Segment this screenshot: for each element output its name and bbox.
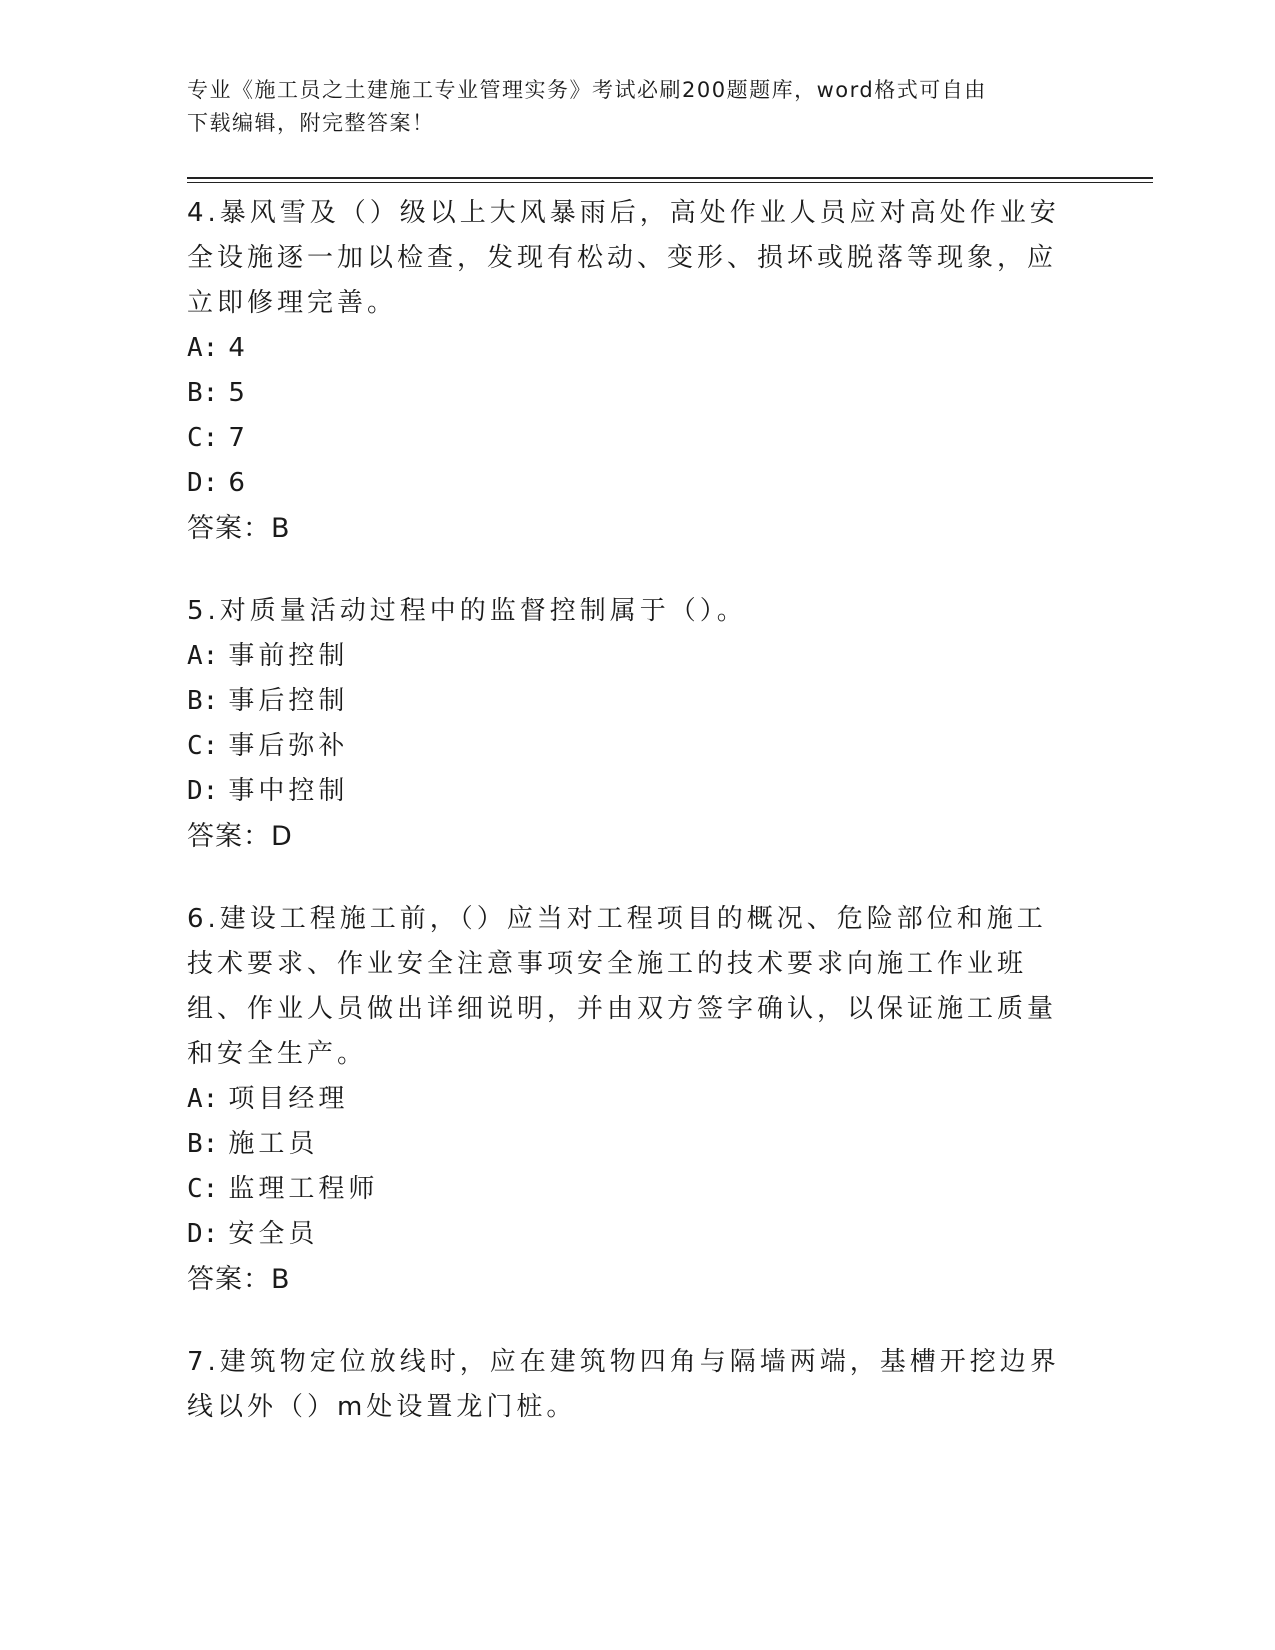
question-4 bbox=[187, 191, 1067, 551]
option-text: 事后控制 bbox=[228, 686, 349, 716]
option-text: 事后弥补 bbox=[228, 731, 349, 761]
option-text: 施工员 bbox=[228, 1129, 319, 1159]
answer: 答案：B bbox=[187, 513, 291, 544]
header-line-1: 专业《施工员之土建施工专业管理实务》考试必刷200题题库，word格式可自由 bbox=[187, 78, 987, 102]
answer: 答案：B bbox=[187, 1264, 291, 1295]
option-label: C: bbox=[187, 1174, 219, 1204]
option-label: A: bbox=[187, 641, 219, 671]
option-text: 6 bbox=[228, 468, 249, 498]
option-label: B: bbox=[187, 686, 219, 716]
option-label: B: bbox=[187, 378, 219, 408]
question-text: 5.对质量活动过程中的监督控制属于（）。 bbox=[187, 596, 747, 626]
option-c bbox=[187, 416, 1067, 461]
header-line-2: 下载编辑，附完整答案！ bbox=[187, 111, 435, 135]
option-label: A: bbox=[187, 1084, 219, 1114]
option-c bbox=[187, 1167, 1067, 1212]
question-6 bbox=[187, 897, 1067, 1302]
option-text: 4 bbox=[228, 333, 249, 363]
option-text: 项目经理 bbox=[228, 1084, 349, 1114]
question-7 bbox=[187, 1340, 1067, 1430]
answer: 答案：D bbox=[187, 821, 293, 852]
option-d bbox=[187, 769, 1067, 814]
question-text: 6.建设工程施工前，（）应当对工程项目的概况、危险部位和施工技术要求、作业安全注意事项安全施工的技术要求向施工作业班组、作业人员做出详细说明，并由双方签字确认，以保证施工质量和安全生产。 bbox=[187, 904, 1058, 1069]
option-text: 5 bbox=[228, 378, 249, 408]
question-text: 4.暴风雪及（）级以上大风暴雨后，高处作业人员应对高处作业安全设施逐一加以检查，发现有松动、变形、损坏或脱落等现象，应立即修理完善。 bbox=[187, 198, 1060, 318]
option-text: 事前控制 bbox=[228, 641, 349, 671]
option-label: B: bbox=[187, 1129, 219, 1159]
option-a bbox=[187, 1077, 1067, 1122]
option-d bbox=[187, 461, 1067, 506]
option-label: C: bbox=[187, 423, 219, 453]
option-b bbox=[187, 1122, 1067, 1167]
option-b bbox=[187, 679, 1067, 724]
option-d bbox=[187, 1212, 1067, 1257]
option-a bbox=[187, 634, 1067, 679]
option-label: D: bbox=[187, 1219, 219, 1249]
option-a bbox=[187, 326, 1067, 371]
option-label: D: bbox=[187, 468, 219, 498]
option-text: 安全员 bbox=[228, 1219, 319, 1249]
option-c bbox=[187, 724, 1067, 769]
option-b bbox=[187, 371, 1067, 416]
option-label: C: bbox=[187, 731, 219, 761]
question-text: 7.建筑物定位放线时，应在建筑物四角与隔墙两端，基槽开挖边界线以外（）m处设置龙门桩。 bbox=[187, 1347, 1060, 1422]
option-text: 事中控制 bbox=[228, 776, 349, 806]
option-label: D: bbox=[187, 776, 219, 806]
question-5 bbox=[187, 589, 1067, 859]
header-divider-thick bbox=[187, 177, 1153, 179]
option-text: 监理工程师 bbox=[228, 1174, 379, 1204]
option-label: A: bbox=[187, 333, 219, 363]
document-header bbox=[187, 74, 1067, 140]
option-text: 7 bbox=[228, 423, 249, 453]
header-divider-thin bbox=[187, 182, 1153, 183]
question-list bbox=[187, 191, 1067, 1468]
